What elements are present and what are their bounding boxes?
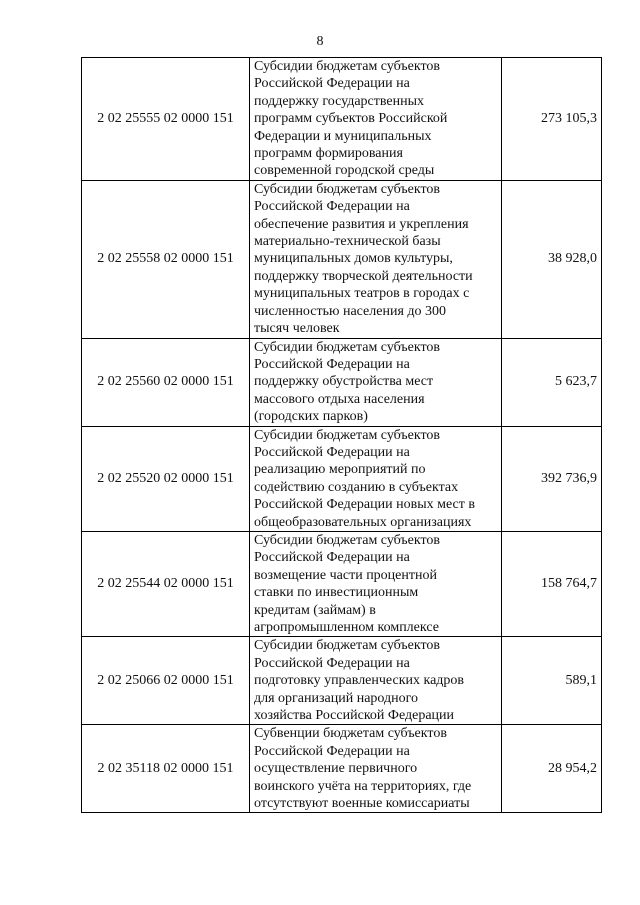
description-line: агропромышленном комплексе — [254, 620, 439, 635]
description-line: тысяч человек — [254, 321, 340, 337]
description-line: муниципальных театров в городах с — [254, 286, 470, 302]
description-cell — [250, 426, 502, 531]
description-line: общеобразовательных организациях — [254, 514, 472, 530]
description-line: Российской Федерации на — [254, 356, 410, 372]
amount-cell: 158 764,7 — [502, 531, 602, 636]
budget-code-cell: 2 02 35118 02 0000 151 — [82, 725, 250, 813]
amount-cell: 273 105,3 — [502, 58, 602, 181]
table-row — [82, 725, 602, 813]
description-line: Российской Федерации на — [254, 199, 410, 215]
amount-cell: 38 928,0 — [502, 180, 602, 338]
description-line: Российской Федерации новых мест в — [254, 497, 475, 513]
description-line: возмещение части процентной — [254, 567, 437, 583]
description-line: Субсидии бюджетам субъектов — [254, 181, 441, 197]
description-line: осуществление первичного — [254, 761, 418, 777]
description-line: обеспечение развития и укрепления — [254, 216, 469, 232]
amount-cell: 589,1 — [502, 637, 602, 725]
description-line: муниципальных домов культуры, — [254, 251, 453, 267]
description-line: воинского учёта на территориях, где — [254, 778, 472, 794]
description-line: поддержку творческой деятельности — [254, 268, 473, 284]
description-line: реализацию мероприятий по — [254, 462, 426, 478]
description-line: массового отдыха населения — [254, 391, 425, 407]
description-line: материально-технической базы — [254, 234, 441, 250]
description-line: подготовку управленческих кадров — [254, 673, 465, 689]
description-line: Субвенции бюджетам субъектов — [254, 726, 447, 742]
description-cell — [250, 725, 502, 813]
budget-code-cell: 2 02 25066 02 0000 151 — [82, 637, 250, 725]
description-cell — [250, 58, 502, 181]
amount-cell: 28 954,2 — [502, 725, 602, 813]
budget-code-cell: 2 02 25558 02 0000 151 — [82, 180, 250, 338]
table-row — [82, 426, 602, 531]
description-cell — [250, 338, 502, 426]
description-line: содействию созданию в субъектах — [254, 479, 459, 495]
table-row — [82, 531, 602, 636]
budget-code-cell: 2 02 25544 02 0000 151 — [82, 531, 250, 636]
table-row — [82, 58, 602, 181]
description-line: Федерации и муниципальных — [254, 128, 432, 144]
budget-code-cell: 2 02 25520 02 0000 151 — [82, 426, 250, 531]
description-line: Российской Федерации на — [254, 550, 410, 566]
description-line: хозяйства Российской Федерации — [254, 708, 455, 724]
description-line: Субсидии бюджетам субъектов — [254, 427, 441, 443]
description-line: ставки по инвестиционным — [254, 585, 419, 601]
description-line: для организаций народного — [254, 690, 419, 706]
description-cell — [250, 531, 502, 636]
table-row — [82, 637, 602, 725]
amount-cell: 5 623,7 — [502, 338, 602, 426]
table-body — [82, 58, 602, 813]
description-line: Российской Федерации на — [254, 76, 410, 92]
description-line: Субсидии бюджетам субъектов — [254, 339, 441, 355]
budget-code-cell: 2 02 25555 02 0000 151 — [82, 58, 250, 181]
description-line: Российской Федерации на — [254, 655, 410, 671]
description-line: кредитам (займам) в — [254, 602, 376, 618]
description-line: Субсидии бюджетам субъектов — [254, 638, 441, 654]
description-line: численностью населения до 300 — [254, 303, 447, 319]
description-line: (городских парков) — [254, 409, 368, 425]
amount-cell: 392 736,9 — [502, 426, 602, 531]
description-line: отсутствуют военные комиссариаты — [254, 796, 470, 812]
description-cell — [250, 180, 502, 338]
description-line: поддержку государственных — [254, 93, 425, 109]
description-line: программ формирования — [254, 146, 403, 162]
budget-code-cell: 2 02 25560 02 0000 151 — [82, 338, 250, 426]
page-number: 8 — [316, 34, 324, 49]
description-line: современной городской среды — [254, 163, 435, 179]
budget-revenue-table — [81, 57, 602, 813]
description-line: Российской Федерации на — [254, 743, 410, 759]
description-line: программ субъектов Российской — [254, 111, 448, 127]
description-line: Субсидии бюджетам субъектов — [254, 532, 441, 548]
description-line: Субсидии бюджетам субъектов — [254, 59, 441, 74]
description-cell — [250, 637, 502, 725]
table-row — [82, 338, 602, 426]
table-row — [82, 180, 602, 338]
description-line: Российской Федерации на — [254, 444, 410, 460]
description-line: поддержку обустройства мест — [254, 374, 434, 390]
